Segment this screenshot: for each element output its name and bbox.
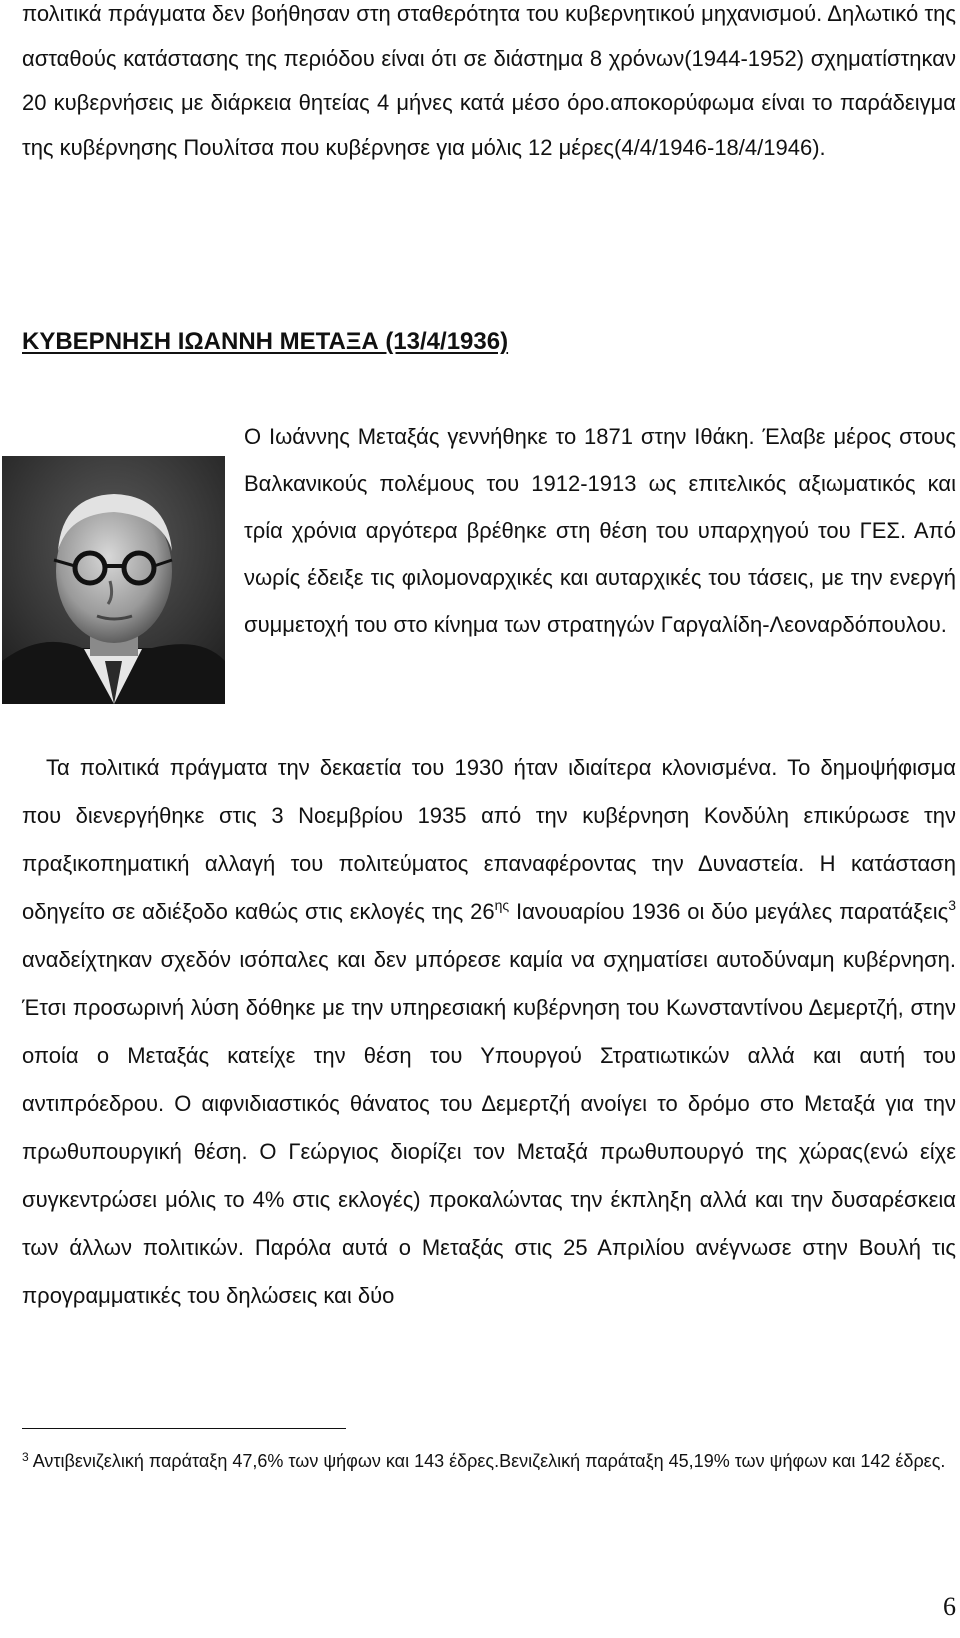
biography-paragraph: Ο Ιωάννης Μεταξάς γεννήθηκε το 1871 στην Ιθάκη. Έλαβε μέρος στους Βαλκανικούς πολέμους του 1912-1913 ως επιτελικός αξιωματικός και τρία χρόνια αργότερα βρέθηκε στη θέση του υπαρχηγού του ΓΕΣ. Από νωρίς έδειξε τις φιλομοναρχικές και αυταρχικές του τάσεις, με την ενεργή συμμετοχή του στο κίνημα των στρατηγών Γαργαλίδη-Λεοναρδόπουλου. bbox=[244, 424, 956, 637]
intro-paragraph: πολιτικά πράγματα δεν βοήθησαν στη σταθερότητα του κυβερνητικού μηχανισμού. Δηλωτικό της ασταθούς κατάστασης της περιόδου είναι ότι σε διάστημα 8 χρόνων(1944-1952) σχηματίστηκαν 20 κυβερνήσεις με διάρκεια θητείας 4 μήνες κατά μέσο όρο.αποκορύφωμα είναι το παράδειγμα της κυβέρνησης Πουλίτσα που κυβέρνησε για μόλις 12 μέρες(4/4/1946-18/4/1946). bbox=[22, 1, 956, 160]
body-paragraph bbox=[22, 744, 956, 1320]
section-heading: ΚΥΒΕΡΝΗΣΗ ΙΩΑΝΝΗ ΜΕΤΑΞΑ (13/4/1936) bbox=[22, 328, 509, 355]
body-text-part1: Τα πολιτικά πράγματα την δεκαετία του 1930 ήταν ιδιαίτερα κλονισμένα. Το δημοψήφισμα που διενεργήθηκε στις 3 Νοεμβρίου 1935 από την κυβέρνηση Κονδύλη επικύρωσε την πραξικοπηματική αλλαγή του πολιτεύματος επαναφέροντας την Δυναστεία. Η κατάσταση οδηγείτο σε αδιέξοδο καθώς στις εκλογές της 26 bbox=[22, 755, 956, 924]
footnote-divider bbox=[22, 1428, 346, 1429]
footnote-text: Αντιβενιζελική παράταξη 47,6% των ψήφων και 143 έδρες.Βενιζελική παράταξη 45,19% των ψήφων και 142 έδρες. bbox=[28, 1451, 946, 1471]
footnote-marker: 3 bbox=[22, 1450, 29, 1464]
ordinal-superscript: ης bbox=[494, 897, 510, 913]
body-text-part3: αναδείχτηκαν σχεδόν ισόπαλες και δεν μπόρεσε καμία να σχηματίσει αυτοδύναμη κυβέρνηση. Έτσι προσωρινή λύση δόθηκε με την υπηρεσιακή κυβέρνηση του Κωνσταντίνου Δεμερτζή, στην οποία ο Μεταξάς κατείχε την θέση του Υπουργού Στρατιωτικών αλλά και αυτή του αντιπρόεδρου. Ο αιφνιδιαστικός θάνατος του Δεμερτζή ανοίγει το δρόμο στο Μεταξά για την πρωθυπουργική θέση. Ο Γεώργιος διορίζει τον Μεταξά πρωθυπουργό της χώρας(ενώ είχε συγκεντρώσει μόλις το 4% στις εκλογές) προκαλώντας την έκπληξη αλλά και την δυσαρέσκεια των άλλων πολιτικών. Παρόλα αυτά ο Μεταξάς στις 25 Απριλίου ανέγνωσε στην Βουλή τις προγραμματικές του δηλώσεις και δύο bbox=[22, 947, 956, 1308]
portrait-image bbox=[2, 456, 225, 704]
page-number: 6 bbox=[943, 1592, 956, 1621]
footnote bbox=[22, 1442, 956, 1480]
portrait-photo bbox=[2, 456, 225, 704]
body-text-part2: Ιανουαρίου 1936 οι δύο μεγάλες παρατάξεις bbox=[509, 899, 949, 924]
footnote-reference[interactable]: 3 bbox=[948, 897, 956, 913]
